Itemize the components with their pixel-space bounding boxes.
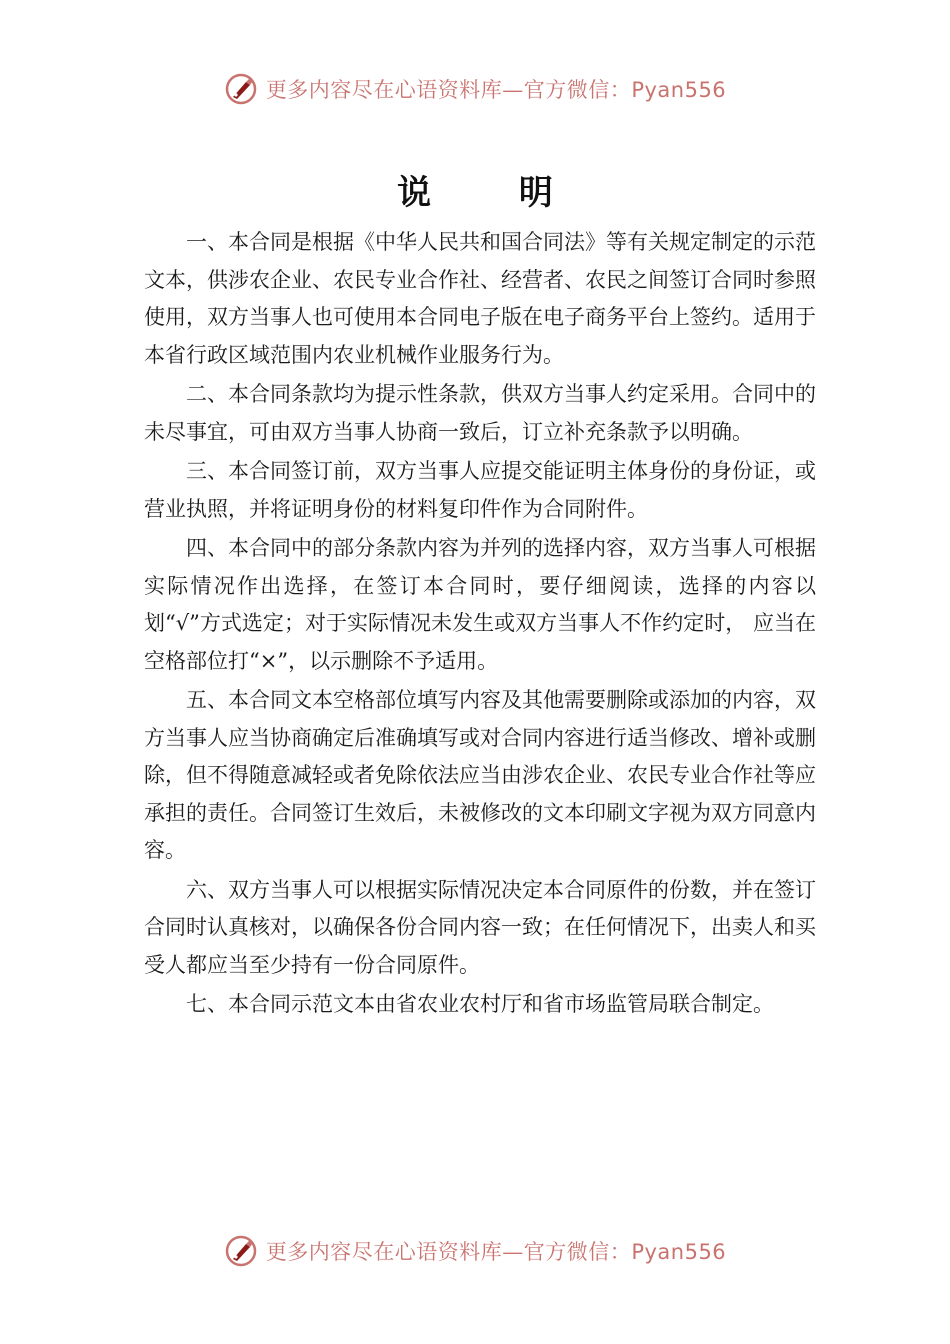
page-title: 说 明 <box>397 173 591 213</box>
paragraph-3: 三、本合同签订前，双方当事人应提交能证明主体身份的身份证，或营业执照，并将证明身份的材料复印件作为合同附件。 <box>144 459 816 521</box>
watermark-text: 更多内容尽在心语资料库—官方微信： <box>265 78 632 102</box>
paragraph-2: 二、本合同条款均为提示性条款，供双方当事人约定采用。合同中的未尽事宜，可由双方当事人协商一致后，订立补充条款予以明确。 <box>144 382 816 444</box>
paragraph-5: 五、本合同文本空格部位填写内容及其他需要删除或添加的内容，双方当事人应当协商确定后准确填写或对合同内容进行适当修改、增补或删除，但不得随意减轻或者免除依法应当由涉农企业、农民专业合作社等应承担的责任。合同签订生效后，未被修改的文本印刷文字视为双方同意内容。 <box>144 688 816 862</box>
paragraph-4: 四、本合同中的部分条款内容为并列的选择内容，双方当事人可根据实际情况作出选择，在签订本合同时，要仔细阅读，选择的内容以划“√”方式选定；对于实际情况未发生或双方当事人不作约定时， 应当在空格部位打“×”，以示删除不予适用。 <box>144 536 816 673</box>
header-watermark-banner <box>0 72 950 106</box>
paragraph-6: 六、双方当事人可以根据实际情况决定本合同原件的份数，并在签订合同时认真核对，以确保各份合同内容一致；在任何情况下，出卖人和买受人都应当至少持有一份合同原件。 <box>144 877 816 977</box>
watermark-text: 更多内容尽在心语资料库—官方微信： <box>265 1240 632 1264</box>
watermark-wechat-id: Pyan556 <box>631 78 727 102</box>
footer-watermark-banner <box>0 1234 950 1268</box>
pen-nib-logo-icon <box>224 1234 258 1268</box>
pen-nib-logo-icon <box>224 72 258 106</box>
paragraph-1: 一、本合同是根据《中华人民共和国合同法》等有关规定制定的示范文本，供涉农企业、农民专业合作社、经营者、农民之间签订合同时参照使用，双方当事人也可使用本合同电子版在电子商务平台上签约。适用于本省行政区域范围内农业机械作业服务行为。 <box>144 230 816 367</box>
document-body <box>144 224 816 1024</box>
watermark-wechat-id: Pyan556 <box>631 1240 727 1264</box>
paragraph-7: 七、本合同示范文本由省农业农村厅和省市场监管局联合制定。 <box>186 992 774 1016</box>
